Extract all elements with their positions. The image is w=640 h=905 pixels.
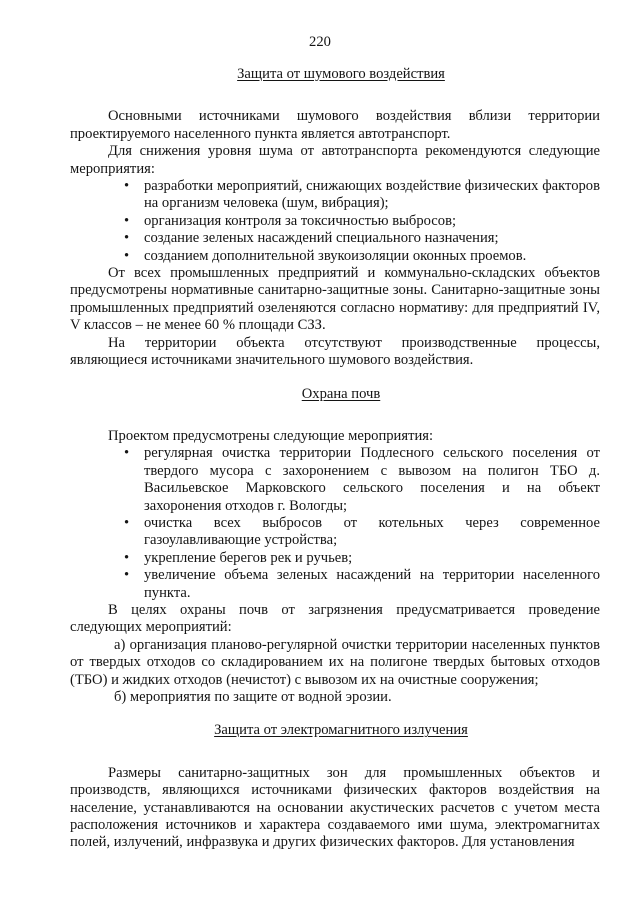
- soil-item-a: а) организация планово-регулярной очистки территории населенных пунктов от твердых отходов со складированием их на полигоне твердых бытовых отходов (ТБО) и жидких отходов (нечистот) с вывозом их на очистные сооружения;: [70, 636, 600, 688]
- page-number: 220: [309, 34, 331, 50]
- noise-paragraph-2: Для снижения уровня шума от автотранспорта рекомендуются следующие мероприятия:: [70, 143, 600, 177]
- heading-emf-protection: Защита от электромагнитного излучения: [214, 722, 468, 739]
- page-content: [70, 66, 600, 852]
- soil-paragraph-2: В целях охраны почв от загрязнения предусматривается проведение следующих мероприятий:: [70, 601, 600, 636]
- list-item: • разработки мероприятий, снижающих воздействие физических факторов на организм человека (шум, вибрация);: [144, 178, 600, 213]
- list-item: • укрепление берегов рек и ручьев;: [144, 550, 600, 567]
- soil-item-b: б) мероприятия по защите от водной эрозии.: [114, 689, 392, 705]
- soil-paragraph-1: Проектом предусмотрены следующие мероприятия:: [108, 427, 434, 444]
- list-item: • очистка всех выбросов от котельных через современное газоулавливающие устройства;: [144, 515, 600, 550]
- list-item: • создание зеленых насаждений специального назначения;: [144, 230, 600, 247]
- heading-soil-protection: Охрана почв: [301, 385, 381, 402]
- heading-noise-protection: Защита от шумового воздействия: [237, 66, 445, 82]
- list-item: • организация контроля за токсичностью выбросов;: [144, 213, 600, 230]
- list-item: • увеличение объема зеленых насаждений на территории населенного пункта.: [144, 567, 600, 602]
- emf-paragraph-1: Размеры санитарно-защитных зон для промышленных объектов и производств, являющихся источниками физических факторов воздействия на население, устанавливаются на основании акустических расчетов с учетом места расположения источников и характера создаваемого ими шума, электромагнитах полей, излучений, инфразвука и других физических факторов. Для установления: [70, 764, 600, 851]
- noise-paragraph-3: От всех промышленных предприятий и коммунально-складских объектов предусмотрены нормативные санитарно-защитные зоны. Санитарно-защитные зоны промышленных предприятий озеленяются согласно нормативу: для предприятий IV, V классов – не менее 60 % площади СЗЗ.: [70, 265, 600, 334]
- soil-measures-list: [70, 445, 600, 602]
- noise-paragraph-1: Основными источниками шумового воздействия вблизи территории проектируемого населенного пункта является автотранспорт.: [70, 108, 600, 142]
- noise-measures-list: [70, 178, 600, 265]
- list-item: • созданием дополнительной звукоизоляции оконных проемов.: [144, 248, 600, 265]
- list-item: • регулярная очистка территории Подлесного сельского поселения от твердого мусора с захоронением с вывозом на полигон ТБО д. Васильевское Марковского сельского поселения и на объект захоронения отходов г. Вологды;: [144, 445, 600, 515]
- noise-paragraph-4: На территории объекта отсутствуют производственные процессы, являющиеся источниками значительного шумового воздействия.: [70, 334, 600, 369]
